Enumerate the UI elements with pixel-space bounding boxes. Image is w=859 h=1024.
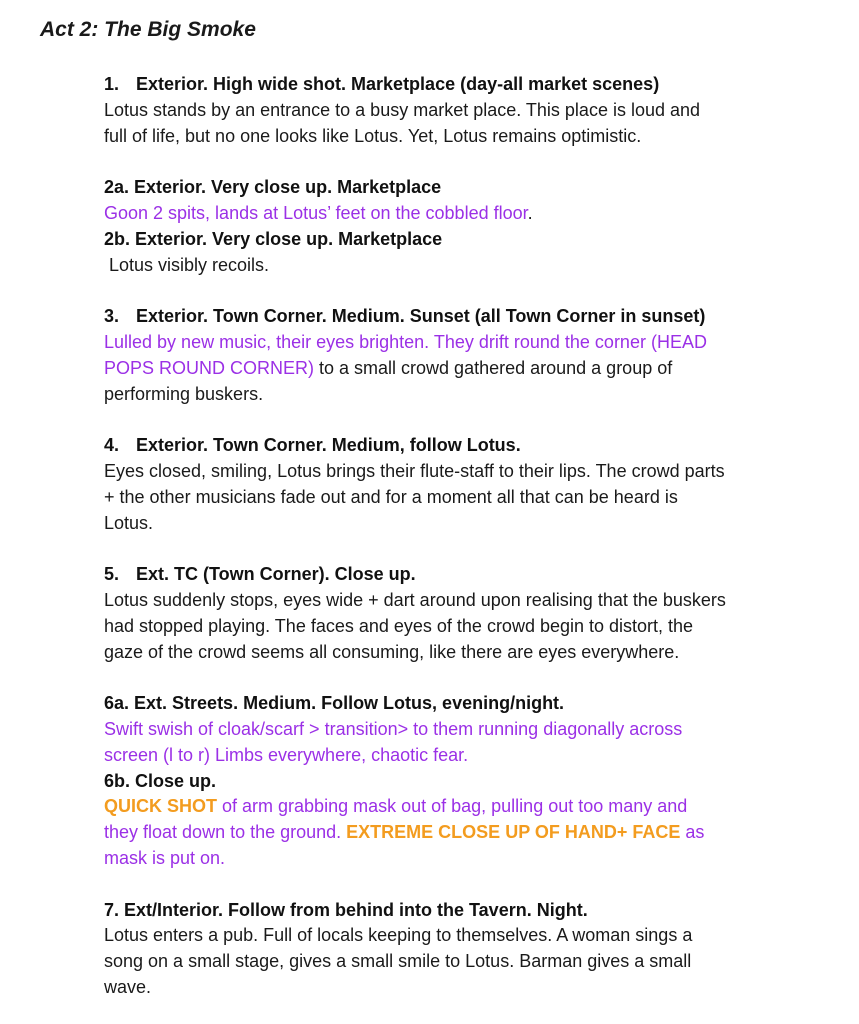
scene-4-number: 4. xyxy=(104,435,120,456)
scene-6b-line-2-purple: they float down to the ground. xyxy=(104,822,347,843)
scene-2a-period: . xyxy=(527,202,533,223)
scene-3-line-2-purple: POPS ROUND CORNER) xyxy=(104,357,315,378)
scene-1-heading-text: Exterior. High wide shot. Marketplace (day-all market scenes) xyxy=(136,74,660,94)
scene-6b-line-2-purple-end: as xyxy=(680,822,705,843)
scene-2 xyxy=(104,175,804,278)
scene-2b-heading: 2b. Exterior. Very close up. Marketplace xyxy=(104,228,443,249)
scene-7-line-1: Lotus enters a pub. Full of locals keeping to themselves. A woman sings a xyxy=(104,925,693,946)
scene-5-heading xyxy=(104,562,804,588)
scene-6b-line-3: mask is put on. xyxy=(104,847,226,868)
scene-5-number: 5. xyxy=(104,564,120,585)
scene-3-line-3: performing buskers. xyxy=(104,383,264,404)
scene-5-line-3: gaze of the crowd seems all consuming, like there are eyes everywhere. xyxy=(104,641,680,662)
act-title: Act 2: The Big Smoke xyxy=(40,18,256,41)
scene-6b-line-1 xyxy=(104,794,804,820)
scene-3-heading-text: Exterior. Town Corner. Medium. Sunset (all Town Corner in sunset) xyxy=(136,306,706,327)
scene-6a-line-1: Swift swish of cloak/scarf > transition> to them running diagonally across xyxy=(104,718,683,739)
scene-7 xyxy=(104,898,804,1001)
scene-7-line-2: song on a small stage, gives a small smile to Lotus. Barman gives a small xyxy=(104,951,692,972)
scene-6b-line-2 xyxy=(104,820,804,846)
scene-4-line-1: Eyes closed, smiling, Lotus brings their flute-staff to their lips. The crowd parts xyxy=(104,460,725,481)
scene-1 xyxy=(104,72,804,149)
scene-4-line-2: + the other musicians fade out and for a moment all that can be heard is xyxy=(104,486,678,507)
scene-3-line-2-rest: to a small crowd gathered around a group of xyxy=(314,357,673,378)
scene-6a-heading: 6a. Ext. Streets. Medium. Follow Lotus, evening/night. xyxy=(104,693,565,714)
scene-1-line-2: full of life, but no one looks like Lotus. Yet, Lotus remains optimistic. xyxy=(104,125,642,146)
scene-1-heading xyxy=(104,72,804,98)
scene-4-heading xyxy=(104,433,804,459)
scene-6b-heading: 6b. Close up. xyxy=(104,770,217,791)
scene-6b-quick-shot: QUICK SHOT xyxy=(104,796,218,817)
scene-6b-extreme-close-up: EXTREME CLOSE UP OF HAND+ FACE xyxy=(346,822,681,843)
scene-4-line-3: Lotus. xyxy=(104,512,154,533)
scene-3-number: 3. xyxy=(104,306,120,327)
scene-6a-line-2: screen (l to r) Limbs everywhere, chaotic fear. xyxy=(104,744,469,765)
scene-1-line-1: Lotus stands by an entrance to a busy market place. This place is loud and xyxy=(104,99,701,120)
scene-6 xyxy=(104,691,804,872)
scene-6b-line-1-purple: of arm grabbing mask out of bag, pulling out too many and xyxy=(217,796,688,817)
scene-4-heading-text: Exterior. Town Corner. Medium, follow Lotus. xyxy=(136,435,521,456)
scene-3 xyxy=(104,304,804,407)
scene-2a-purple-text: Goon 2 spits, lands at Lotus’ feet on the cobbled floor xyxy=(104,202,528,223)
scene-2b-line-1: Lotus visibly recoils. xyxy=(109,254,270,275)
scene-1-number: 1. xyxy=(104,74,120,94)
scene-5 xyxy=(104,562,804,665)
scene-3-heading xyxy=(104,304,804,330)
scene-5-heading-text: Ext. TC (Town Corner). Close up. xyxy=(136,564,416,585)
scene-5-line-1: Lotus suddenly stops, eyes wide + dart around upon realising that the buskers xyxy=(104,589,726,610)
scene-4 xyxy=(104,433,804,536)
scene-2a-heading: 2a. Exterior. Very close up. Marketplace xyxy=(104,177,442,198)
scene-2a-line-1 xyxy=(104,201,804,227)
scene-5-line-2: had stopped playing. The faces and eyes of the crowd begin to distort, the xyxy=(104,615,694,636)
scene-7-heading: 7. Ext/Interior. Follow from behind into the Tavern. Night. xyxy=(104,899,588,920)
scene-3-line-1: Lulled by new music, their eyes brighten. They drift round the corner (HEAD xyxy=(104,331,707,352)
scene-list xyxy=(104,72,804,1001)
scene-3-line-2 xyxy=(104,356,804,382)
scene-7-line-3: wave. xyxy=(104,976,152,997)
